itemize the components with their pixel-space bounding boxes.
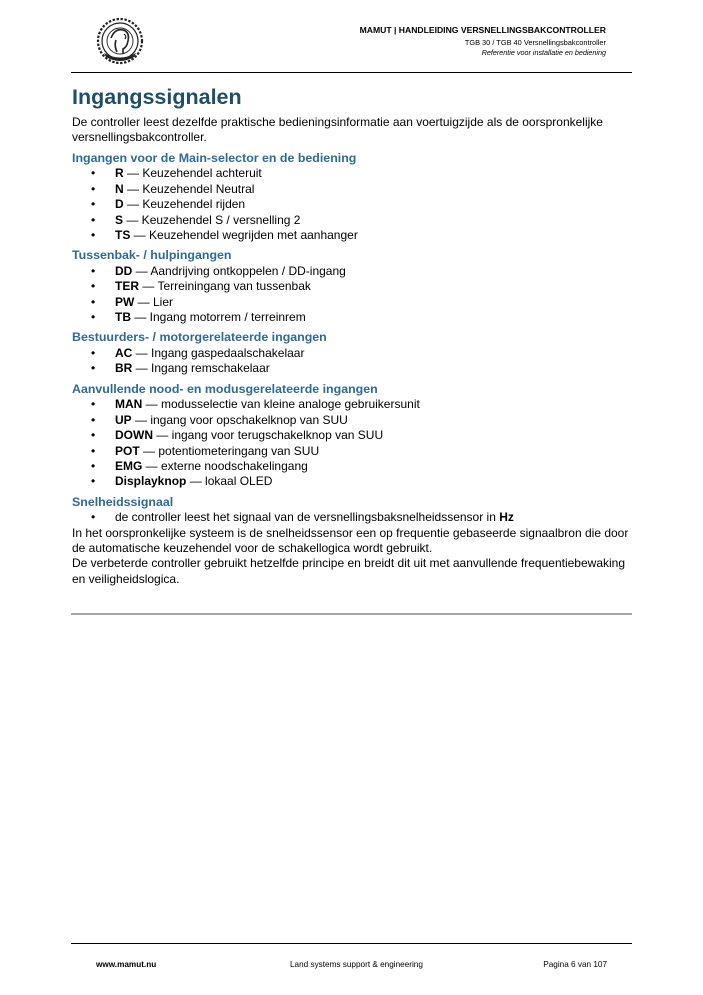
signal-description: — Keuzehendel rijden <box>123 197 246 212</box>
page-content <box>72 82 632 587</box>
bullet-icon: • <box>91 412 96 427</box>
bullet-icon: • <box>91 474 96 489</box>
signal-code: EMG <box>115 458 143 473</box>
signal-code: TER <box>115 279 139 294</box>
signal-code: N <box>115 181 124 196</box>
signal-description: — Lier <box>134 294 174 309</box>
input-sections <box>72 151 632 490</box>
bullet-icon: • <box>91 361 96 376</box>
signal-description: — Keuzehendel wegrijden met aanhanger <box>130 227 358 242</box>
list-item <box>72 361 632 376</box>
bullet-icon: • <box>91 279 96 294</box>
signal-code: TB <box>115 310 131 325</box>
signal-description: — Keuzehendel achteruit <box>123 166 262 181</box>
footer-divider <box>71 943 632 944</box>
list-item <box>72 428 632 443</box>
list-item <box>72 295 632 310</box>
company-logo <box>93 16 147 66</box>
bullet-icon: • <box>91 181 96 196</box>
signal-description: — externe noodschakelingang <box>142 458 308 473</box>
signal-description: — Terreiningang van tussenbak <box>139 279 311 294</box>
bullet-icon: • <box>91 458 96 473</box>
signal-description: — potentiometeringang van SUU <box>139 443 320 458</box>
list-item <box>72 197 632 212</box>
bullet-icon: • <box>91 428 96 443</box>
signal-description: — Keuzehendel S / versnelling 2 <box>123 212 301 227</box>
bullet-icon: • <box>91 212 96 227</box>
signal-code: S <box>115 212 124 227</box>
signal-description: — Ingang motorrem / terreinrem <box>131 310 306 325</box>
signal-code: AC <box>115 345 133 360</box>
signal-description: — ingang voor opschakelknop van SUU <box>131 412 348 427</box>
header-subtitle: TGB 30 / TGB 40 Versnellingsbakcontroller <box>464 38 606 47</box>
list-item <box>72 510 632 525</box>
input-list <box>72 346 632 377</box>
list-item <box>72 397 632 412</box>
footer-website: www.mamut.nu <box>96 960 157 969</box>
list-item <box>72 459 632 474</box>
list-item <box>72 228 632 243</box>
signal-code: BR <box>115 361 133 376</box>
signal-description: — modusselectie van kleine analoge gebruikersunit <box>142 397 420 412</box>
list-item <box>72 264 632 279</box>
signal-code: UP <box>115 412 132 427</box>
signal-description: — Keuzehendel Neutral <box>123 181 255 196</box>
content-end-divider <box>71 613 632 615</box>
signal-code: Displayknop <box>115 474 187 489</box>
speed-unit: Hz <box>499 510 514 525</box>
signal-code: D <box>115 197 124 212</box>
speed-list <box>72 510 632 525</box>
list-item <box>72 213 632 228</box>
speed-bullet-text: de controller leest het signaal van de versnellingsbaksnelheidssensor in <box>115 510 500 525</box>
signal-description: — Ingang remschakelaar <box>132 361 270 376</box>
bullet-icon: • <box>91 397 96 412</box>
section-heading: Tussenbak- / hulpingangen <box>72 248 232 263</box>
footer-tagline: Land systems support & engineering <box>290 960 423 969</box>
signal-code: R <box>115 166 124 181</box>
input-list <box>72 166 632 243</box>
list-item <box>72 310 632 325</box>
bullet-icon: • <box>91 166 96 181</box>
signal-code: DD <box>115 263 133 278</box>
list-item <box>72 474 632 489</box>
signal-code: TS <box>115 227 131 242</box>
speed-paragraph-2: De verbeterde controller gebruikt hetzelfde principe en breidt dit uit met aanvullende frequentiebewaking en veiligheidslogica. <box>72 556 626 586</box>
signal-description: — lokaal OLED <box>186 474 273 489</box>
bullet-icon: • <box>91 443 96 458</box>
list-item <box>72 444 632 459</box>
section-heading: Ingangen voor de Main-selector en de bediening <box>72 150 357 165</box>
speed-section-heading: Snelheidssignaal <box>72 494 174 509</box>
list-item <box>72 166 632 181</box>
list-item <box>72 279 632 294</box>
input-list <box>72 264 632 326</box>
input-list <box>72 397 632 489</box>
bullet-icon: • <box>91 263 96 278</box>
signal-description: — ingang voor terugschakelknop van SUU <box>153 428 384 443</box>
bullet-icon: • <box>91 345 96 360</box>
speed-paragraph-1: In het oorspronkelijke systeem is de snelheidssensor een op frequentie gebaseerde signaalbron die door de automatische keuzehendel voor de schakellogica wordt gebruikt. <box>72 525 629 556</box>
signal-code: DOWN <box>115 428 153 443</box>
bullet-icon: • <box>91 510 96 525</box>
bullet-icon: • <box>91 197 96 212</box>
list-item <box>72 413 632 428</box>
signal-code: MAN <box>115 397 143 412</box>
signal-code: PW <box>115 294 135 309</box>
signal-description: — Aandrijving ontkoppelen / DD-ingang <box>132 263 346 278</box>
list-item <box>72 346 632 361</box>
section-heading: Aanvullende nood- en modusgerelateerde ingangen <box>72 381 378 396</box>
header-reference: Referentie voor installatie en bediening <box>481 48 606 57</box>
bullet-icon: • <box>91 227 96 242</box>
bullet-icon: • <box>91 294 96 309</box>
section-heading: Bestuurders- / motorgerelateerde ingangen <box>72 330 327 345</box>
signal-code: POT <box>115 443 140 458</box>
footer-page-number: Pagina 6 van 107 <box>543 960 607 969</box>
mamut-seal-icon <box>93 16 147 66</box>
bullet-icon: • <box>91 310 96 325</box>
intro-paragraph: De controller leest dezelfde praktische bedieningsinformatie aan voertuigzijde als de oorspronkelijke versnellingsbakcontroller. <box>72 115 603 145</box>
header-title: MAMUT | HANDLEIDING VERSNELLINGSBAKCONTROLLER <box>359 25 606 35</box>
header-divider <box>71 72 632 73</box>
list-item <box>72 182 632 197</box>
signal-description: — Ingang gaspedaalschakelaar <box>132 345 305 360</box>
page-title: Ingangssignalen <box>72 85 242 109</box>
